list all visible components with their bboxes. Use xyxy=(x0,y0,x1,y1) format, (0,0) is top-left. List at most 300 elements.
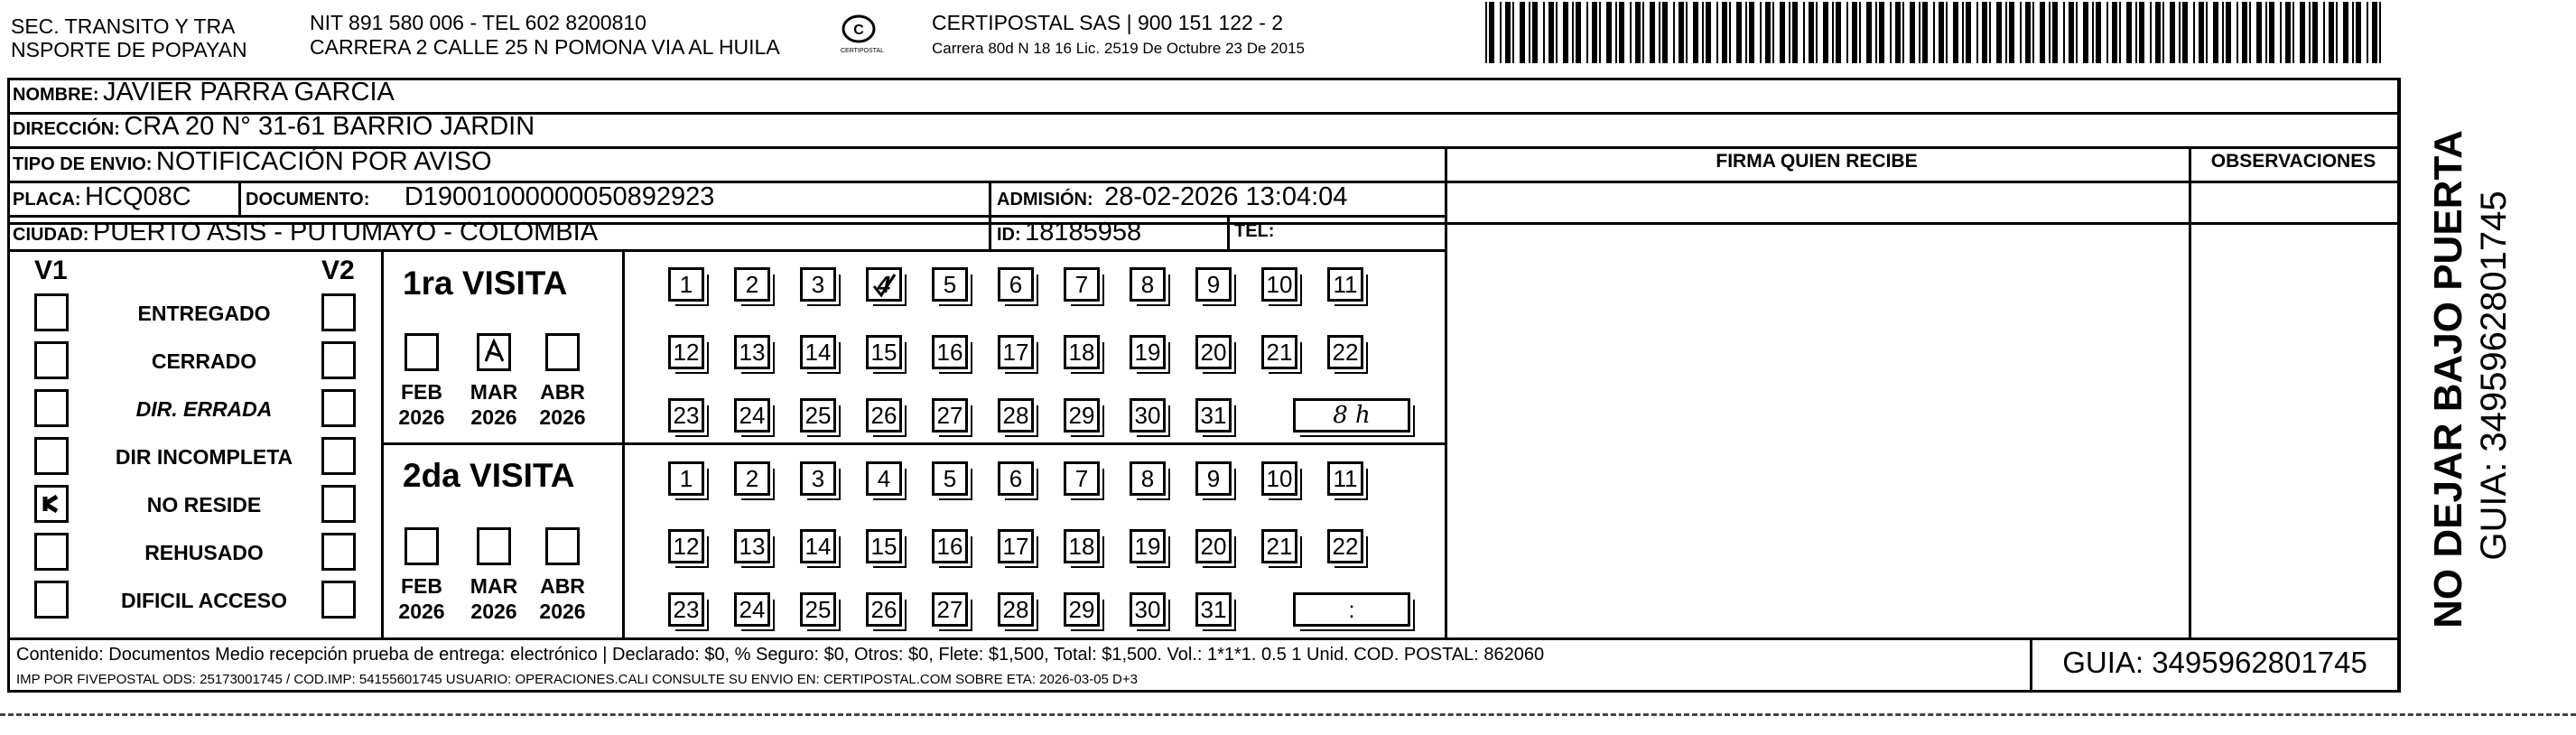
barcode-bar xyxy=(2112,2,2117,63)
tipo-envio-label: TIPO DE ENVIO: xyxy=(13,154,153,174)
day-box[interactable] xyxy=(932,592,968,627)
documento-label: DOCUMENTO: xyxy=(246,190,370,209)
day-box[interactable] xyxy=(932,398,968,433)
day-box[interactable] xyxy=(668,335,704,369)
barcode-bar xyxy=(2285,2,2291,63)
barcode-bar xyxy=(1809,2,1814,63)
day-box[interactable] xyxy=(1064,398,1100,433)
barcode-bar xyxy=(1686,2,1688,63)
barcode-bar xyxy=(1606,2,1612,63)
day-number: 2 xyxy=(745,464,759,492)
barcode-bar xyxy=(2269,2,2274,63)
day-number: 12 xyxy=(673,532,700,560)
barcode-bar xyxy=(2372,2,2377,63)
barcode-bar xyxy=(2162,2,2164,63)
barcode-bar xyxy=(2336,2,2338,63)
barcode-bar xyxy=(2009,2,2014,63)
barcode-bar xyxy=(2052,2,2058,63)
barcode-bar xyxy=(2199,2,2204,63)
day-box[interactable] xyxy=(800,529,836,563)
status-label: DIR INCOMPLETA xyxy=(115,445,293,469)
status-label: REHUSADO xyxy=(144,541,264,564)
day-box[interactable] xyxy=(998,398,1034,433)
status-label: ENTREGADO xyxy=(137,302,271,325)
barcode-bar xyxy=(1846,2,1848,63)
day-number: 18 xyxy=(1068,532,1095,560)
barcode-bar xyxy=(1635,2,1641,63)
barcode-bar xyxy=(2179,2,2181,63)
v1-checkbox[interactable] xyxy=(34,437,69,475)
barcode-bar xyxy=(1765,2,1771,63)
barcode-bar xyxy=(1989,2,1991,63)
day-number: 3 xyxy=(811,464,825,492)
barcode-bar xyxy=(1662,2,1668,63)
barcode-bar xyxy=(1615,2,1617,63)
day-box[interactable] xyxy=(734,592,770,627)
day-box[interactable] xyxy=(668,529,704,563)
day-box[interactable] xyxy=(932,267,968,302)
barcode-bar xyxy=(1890,2,1892,63)
sender-line-2: NSPORTE DE POPAYAN xyxy=(11,38,247,61)
barcode-bar xyxy=(2032,2,2034,63)
v1-checkbox[interactable] xyxy=(34,485,69,523)
id-value: 18185958 xyxy=(1025,218,1142,247)
day-number: 15 xyxy=(870,532,897,560)
barcode-bar xyxy=(1529,2,1530,63)
barcode-bar xyxy=(1659,2,1660,63)
barcode-bar xyxy=(2356,2,2361,63)
day-box[interactable] xyxy=(1064,461,1100,496)
admision-value: 28-02-2026 13:04:04 xyxy=(1104,182,1348,211)
day-number: 12 xyxy=(673,338,700,366)
barcode-bar xyxy=(2040,2,2045,63)
day-number: 21 xyxy=(1266,338,1293,366)
company-line: CERTIPOSTAL SAS | 900 151 122 - 2 xyxy=(932,11,1284,34)
barcode-bar xyxy=(2280,2,2282,63)
v1-label: V1 xyxy=(34,256,68,285)
time-box[interactable] xyxy=(1293,398,1410,433)
day-box[interactable] xyxy=(1130,592,1166,627)
observaciones-label: OBSERVACIONES xyxy=(2210,151,2376,172)
day-box[interactable] xyxy=(734,529,770,563)
barcode-bar xyxy=(2226,2,2231,63)
day-number: 17 xyxy=(1002,338,1029,366)
status-label: DIR. ERRADA xyxy=(135,397,273,421)
day-number: 13 xyxy=(739,532,766,560)
barcode-bar xyxy=(1922,2,1928,63)
license-line: Carrera 80d N 18 16 Lic. 2519 De Octubre 23 De 2015 xyxy=(932,40,1305,57)
day-number: 14 xyxy=(804,532,832,560)
barcode-bar xyxy=(2222,2,2224,63)
sender-line-1: SEC. TRANSITO Y TRA xyxy=(11,14,236,38)
admision-label: ADMISIÓN: xyxy=(997,190,1093,209)
day-box[interactable] xyxy=(1064,335,1100,369)
day-number: 10 xyxy=(1266,464,1293,492)
svg-text:C: C xyxy=(853,23,864,38)
day-number: 23 xyxy=(673,595,700,623)
day-box[interactable] xyxy=(668,398,704,433)
day-number: 4 xyxy=(877,464,891,492)
day-box[interactable] xyxy=(800,335,836,369)
barcode-bar xyxy=(2155,2,2161,63)
ciudad-value: PUERTO ASIS - PUTUMAYO - COLOMBIA xyxy=(92,218,599,247)
day-box[interactable] xyxy=(1130,461,1166,496)
barcode-bar xyxy=(1953,2,1958,63)
barcode-bar xyxy=(2119,2,2121,63)
barcode-bar xyxy=(1866,2,1872,63)
v2-checkbox[interactable] xyxy=(321,581,356,619)
barcode-bar xyxy=(1563,2,1568,63)
barcode-bar xyxy=(1722,2,1727,63)
month-label: MAR 2026 xyxy=(470,380,518,429)
barcode-bar xyxy=(1729,2,1731,63)
v2-checkbox[interactable] xyxy=(321,533,356,571)
day-number: 10 xyxy=(1266,270,1293,298)
day-box[interactable] xyxy=(734,267,770,302)
barcode-bar xyxy=(1736,2,1742,63)
day-number: 3 xyxy=(811,270,825,298)
month-checkbox[interactable] xyxy=(405,527,439,565)
month-checkbox[interactable] xyxy=(477,527,511,565)
side-no-dejar-bajo-puerta: NO DEJAR BAJO PUERTA xyxy=(2426,130,2470,628)
footer-line-1: Contenido: Documentos Medio recepción prueba de entrega: electrónico | Declarado: $0, % Seguro: $0, Otros: $0, Flete: $1,500, Total: $1,500. Vol.: 1*1*1. 0.5 1 Unid. COD. POSTAL: 862060 xyxy=(16,645,1545,665)
day-number: 16 xyxy=(936,338,963,366)
day-number: 9 xyxy=(1206,464,1221,492)
barcode-bar xyxy=(2126,2,2132,63)
barcode-bar xyxy=(1792,2,1798,63)
day-box[interactable] xyxy=(998,335,1034,369)
barcode-bar xyxy=(2249,2,2251,63)
barcode-bar xyxy=(2170,2,2175,63)
day-box[interactable] xyxy=(1130,267,1166,302)
barcode-bar xyxy=(1673,2,1675,63)
barcode-bar xyxy=(1532,2,1538,63)
cut-line xyxy=(0,713,2576,716)
day-number: 30 xyxy=(1134,401,1161,429)
barcode-bar xyxy=(1586,2,1588,63)
barcode-bar xyxy=(1679,2,1684,63)
side-guia: GUIA: 3495962801745 xyxy=(2474,191,2514,561)
day-box[interactable] xyxy=(1195,461,1232,496)
barcode-bar xyxy=(2309,2,2311,63)
barcode-bar xyxy=(1485,2,1487,63)
barcode-bar xyxy=(1772,2,1774,63)
month-checkbox[interactable] xyxy=(405,333,439,371)
footer-guia: GUIA: 3495962801745 xyxy=(2062,646,2367,679)
day-box[interactable] xyxy=(1195,398,1232,433)
day-number: 25 xyxy=(804,595,832,623)
barcode-bar xyxy=(1505,2,1511,63)
day-box[interactable] xyxy=(734,461,770,496)
day-number: 25 xyxy=(804,401,832,429)
day-box[interactable] xyxy=(800,592,836,627)
day-box[interactable] xyxy=(800,398,836,433)
day-box[interactable] xyxy=(1327,267,1363,302)
day-number: 7 xyxy=(1074,464,1089,492)
barcode-bar xyxy=(2025,2,2031,63)
day-box[interactable] xyxy=(668,267,704,302)
barcode-bar xyxy=(1879,2,1884,63)
v1-checkbox[interactable] xyxy=(34,581,69,619)
day-box[interactable] xyxy=(866,398,902,433)
day-box[interactable] xyxy=(1130,529,1166,563)
tel-label: TEL: xyxy=(1234,221,1275,241)
barcode-bar xyxy=(2063,2,2065,63)
documento-value: D19001000000050892923 xyxy=(404,182,715,211)
certipostal-logo xyxy=(835,13,889,56)
barcode-bar xyxy=(1816,2,1818,63)
day-number: 5 xyxy=(943,464,957,492)
v1-checkbox[interactable] xyxy=(34,341,69,379)
barcode-bar xyxy=(2323,2,2325,63)
observaciones-area[interactable] xyxy=(2192,184,2396,636)
day-box[interactable] xyxy=(1327,529,1363,563)
day-number: 13 xyxy=(739,338,766,366)
day-number: 29 xyxy=(1068,595,1095,623)
barcode-bar xyxy=(2083,2,2088,63)
day-number: 5 xyxy=(943,270,957,298)
day-number: 11 xyxy=(1333,464,1358,492)
day-box[interactable] xyxy=(800,267,836,302)
barcode-bar xyxy=(1572,2,1574,63)
day-box[interactable] xyxy=(866,335,902,369)
day-box[interactable] xyxy=(932,461,968,496)
barcode-bar xyxy=(2343,2,2348,63)
time-placeholder: : xyxy=(1348,595,1355,623)
day-box[interactable] xyxy=(668,461,704,496)
barcode-bar xyxy=(1895,2,1901,63)
barcode-bar xyxy=(2096,2,2101,63)
nombre-value: JAVIER PARRA GARCIA xyxy=(103,78,395,107)
barcode-bar xyxy=(2242,2,2247,63)
day-box[interactable] xyxy=(998,267,1034,302)
day-box[interactable] xyxy=(1261,529,1297,563)
day-box[interactable] xyxy=(998,461,1034,496)
tipo-envio-value: NOTIFICACIÓN POR AVISO xyxy=(155,147,492,176)
day-box[interactable] xyxy=(866,529,902,563)
footer-line-2: IMP POR FIVEPOSTAL ODS: 25173001745 / COD.IMP: 54155601745 USUARIO: OPERACIONES.CALI CONSULTE SU ENVIO EN: CERTIPOSTAL.COM SOBRE ETA: 2026-03-05 D+3 xyxy=(16,672,1138,687)
day-check-mark xyxy=(870,272,897,305)
day-box[interactable] xyxy=(1261,267,1297,302)
day-box[interactable] xyxy=(1130,398,1166,433)
barcode-bar xyxy=(2312,2,2318,63)
v2-checkbox[interactable] xyxy=(321,293,356,331)
barcode-bar xyxy=(2076,2,2078,63)
day-number: 8 xyxy=(1140,270,1155,298)
barcode-bar xyxy=(1543,2,1545,63)
day-number: 11 xyxy=(1333,270,1358,298)
barcode-bar xyxy=(2206,2,2208,63)
barcode-bar xyxy=(1910,2,1915,63)
barcode-bar xyxy=(1780,2,1785,63)
day-box[interactable] xyxy=(866,267,902,302)
day-number: 28 xyxy=(1002,595,1029,623)
day-number: 21 xyxy=(1266,532,1293,560)
day-number: 8 xyxy=(1140,464,1155,492)
barcode-bar xyxy=(1548,2,1554,63)
day-number: 18 xyxy=(1068,338,1095,366)
barcode-bar xyxy=(1832,2,1834,63)
day-number: 9 xyxy=(1206,270,1221,298)
barcode-bar xyxy=(2352,2,2354,63)
v2-checkbox[interactable] xyxy=(321,389,356,427)
day-number: 24 xyxy=(739,595,766,623)
day-box[interactable] xyxy=(668,592,704,627)
day-number: 19 xyxy=(1134,532,1161,560)
day-number: 27 xyxy=(936,595,963,623)
barcode-bar xyxy=(2069,2,2074,63)
day-number: 17 xyxy=(1002,532,1029,560)
barcode-bar xyxy=(2020,2,2022,63)
day-box[interactable] xyxy=(734,335,770,369)
barcode-bar xyxy=(2182,2,2188,63)
barcode-bar xyxy=(2213,2,2218,63)
day-number: 1 xyxy=(679,270,693,298)
month-checkbox[interactable] xyxy=(545,333,580,371)
day-number: 15 xyxy=(870,338,897,366)
day-box[interactable] xyxy=(1195,335,1232,369)
day-number: 30 xyxy=(1134,595,1161,623)
day-box[interactable] xyxy=(1064,529,1100,563)
day-box[interactable] xyxy=(1195,267,1232,302)
day-box[interactable] xyxy=(932,529,968,563)
visit-1-title: 1ra VISITA xyxy=(403,265,568,302)
day-box[interactable] xyxy=(1261,335,1297,369)
barcode-bar xyxy=(1852,2,1857,63)
day-number: 24 xyxy=(739,401,766,429)
barcode-bar xyxy=(1823,2,1828,63)
day-box[interactable] xyxy=(932,335,968,369)
day-number: 2 xyxy=(745,270,759,298)
day-number: 20 xyxy=(1200,532,1227,560)
day-box[interactable] xyxy=(734,398,770,433)
status-label: DIFICIL ACCESO xyxy=(120,589,287,612)
v2-checkbox[interactable] xyxy=(321,437,356,475)
v1-checkbox[interactable] xyxy=(34,533,69,571)
barcode-bar xyxy=(1789,2,1790,63)
barcode-bar xyxy=(1976,2,1978,63)
barcode-bar xyxy=(1619,2,1624,63)
barcode-bar xyxy=(1702,2,1704,63)
month-label: ABR 2026 xyxy=(539,574,586,623)
day-number: 16 xyxy=(936,532,963,560)
time-box[interactable] xyxy=(1293,592,1410,627)
day-box[interactable] xyxy=(800,461,836,496)
day-number: 4 xyxy=(877,270,891,298)
barcode-bar xyxy=(2256,2,2262,63)
day-number: 23 xyxy=(673,401,700,429)
v2-checkbox[interactable] xyxy=(321,341,356,379)
day-number: 26 xyxy=(870,401,897,429)
direccion-label: DIRECCIÓN: xyxy=(13,119,120,139)
barcode-bar xyxy=(1489,2,1494,63)
day-box[interactable] xyxy=(998,529,1034,563)
day-box[interactable] xyxy=(1261,461,1297,496)
barcode-bar xyxy=(2005,2,2007,63)
barcode-bar xyxy=(1693,2,1698,63)
day-number: 20 xyxy=(1200,338,1227,366)
day-number: 1 xyxy=(679,464,693,492)
day-box[interactable] xyxy=(866,592,902,627)
barcode-bar xyxy=(2379,2,2381,63)
day-box[interactable] xyxy=(1064,592,1100,627)
barcode-bar xyxy=(1803,2,1805,63)
day-number: 6 xyxy=(1009,464,1023,492)
v1-checkbox[interactable] xyxy=(34,293,69,331)
day-number: 31 xyxy=(1200,401,1227,429)
day-number: 19 xyxy=(1134,338,1161,366)
svg-text:CERTIPOSTAL: CERTIPOSTAL xyxy=(841,48,884,54)
day-box[interactable] xyxy=(1130,335,1166,369)
barcode-bar xyxy=(1966,2,1971,63)
v2-label: V2 xyxy=(321,256,355,285)
month-checkbox[interactable] xyxy=(545,527,580,565)
barcode-bar xyxy=(1520,2,1525,63)
visit-2-title: 2da VISITA xyxy=(403,457,575,494)
barcode-bar xyxy=(2150,2,2152,63)
barcode-bar xyxy=(1919,2,1920,63)
barcode-bar xyxy=(1745,2,1747,63)
nit-line: NIT 891 580 006 - TEL 602 8200810 xyxy=(310,11,646,34)
direccion-value: CRA 20 N° 31-61 BARRIO JARDIN xyxy=(124,112,535,141)
barcode-bar xyxy=(2049,2,2051,63)
time-handwritten: 8 h xyxy=(1333,402,1371,429)
barcode-bar xyxy=(2237,2,2238,63)
day-box[interactable] xyxy=(1327,461,1363,496)
firma-quien-recibe-label: FIRMA QUIEN RECIBE xyxy=(1716,151,1918,172)
placa-value: HCQ08C xyxy=(85,182,191,211)
barcode-bar xyxy=(1599,2,1601,63)
day-number: 28 xyxy=(1002,401,1029,429)
barcode-bar xyxy=(1592,2,1597,63)
day-number: 7 xyxy=(1074,270,1089,298)
barcode-bar xyxy=(2367,2,2368,63)
barcode-bar xyxy=(1996,2,2002,63)
day-number: 27 xyxy=(936,401,963,429)
placa-label: PLACA: xyxy=(13,190,81,209)
barcode-bar xyxy=(2193,2,2195,63)
month-checkbox[interactable] xyxy=(477,333,511,371)
barcode-bar xyxy=(1859,2,1861,63)
barcode-bar xyxy=(1749,2,1754,63)
firma-area[interactable] xyxy=(1448,184,2187,636)
day-box[interactable] xyxy=(1195,529,1232,563)
day-box[interactable] xyxy=(1327,335,1363,369)
status-label: NO RESIDE xyxy=(146,493,262,516)
day-number: 26 xyxy=(870,595,897,623)
day-box[interactable] xyxy=(866,461,902,496)
v1-checkbox[interactable] xyxy=(34,389,69,427)
day-box[interactable] xyxy=(1195,592,1232,627)
barcode-bar xyxy=(1902,2,1904,63)
v2-checkbox[interactable] xyxy=(321,485,356,523)
barcode-bar xyxy=(1706,2,1711,63)
month-label: FEB 2026 xyxy=(398,380,445,429)
barcode-bar xyxy=(1500,2,1502,63)
day-number: 29 xyxy=(1068,401,1095,429)
barcode-bar xyxy=(1946,2,1948,63)
barcode-bar xyxy=(1962,2,1964,63)
month-label: MAR 2026 xyxy=(470,574,518,623)
day-box[interactable] xyxy=(1064,267,1100,302)
barcode-bar xyxy=(1512,2,1514,63)
month-label: FEB 2026 xyxy=(398,574,445,623)
id-label: ID: xyxy=(997,225,1021,245)
day-number: 22 xyxy=(1332,338,1359,366)
day-number: 6 xyxy=(1009,270,1023,298)
day-box[interactable] xyxy=(998,592,1034,627)
barcode-bar xyxy=(2265,2,2267,63)
